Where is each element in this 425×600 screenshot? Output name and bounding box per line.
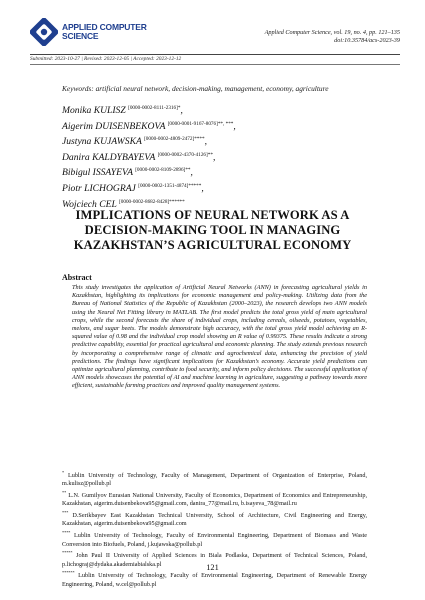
- doi-line[interactable]: doi:10.35784/acs-2023-39: [334, 37, 400, 44]
- footnote-text: L.N. Gumilyov Eurasian National University, Faculty of Economics, Department of Economics and Entrepreneurship, Kazakhstan, aigerim.duisenbekova95@gmail.com, danira_77@mail.ru, b.isayeva_78@mail.ru: [62, 492, 368, 508]
- author-orcid[interactable]: [0000-0002-4809-2472]****: [144, 136, 205, 143]
- paper-title: [30, 208, 395, 253]
- author-name: Danira KALDYBAYEVA: [62, 151, 156, 163]
- author-name: Aigerim DUISENBEKOVA: [62, 120, 166, 132]
- author: Bibigul ISSAYEVA $^{[0000-0002-8109-2896]**}$,: [62, 167, 193, 179]
- footnote: [62, 489, 367, 509]
- title-line-2: DECISION-MAKING TOOL IN MANAGING: [84, 223, 341, 237]
- page-number: 121: [206, 563, 219, 572]
- author-name: Wojciech CEL: [62, 198, 117, 210]
- header-rule: [30, 54, 400, 55]
- author: Aigerim DUISENBEKOVA $^{[0000-0001-9167-8076]**, ***}$,: [62, 120, 236, 132]
- footnote-text: Lublin University of Technology, Faculty of Management, Department of Organization of Enterprise, Poland, m.kulisz@pollub.pl: [62, 472, 368, 488]
- footnote-mark: ******: [62, 570, 75, 576]
- footnote-text: Lublin University of Technology, Faculty of Environmental Engineering, Department of Renewable Energy Engineering, Poland, w.cel@pollub.pl: [62, 572, 368, 588]
- footnote-text: John Paul II University of Applied Sciences in Biala Podlaska, Department of Technical Sciences, Poland, p.lichograj@dydaka.akademiabialska.pl: [62, 552, 367, 568]
- author-orcid[interactable]: [0000-0002-8109-2896]**: [135, 167, 191, 174]
- footnote-mark: **: [62, 490, 67, 496]
- logo-line-1: APPLIED COMPUTER: [62, 22, 147, 32]
- footnote: [62, 569, 367, 589]
- header-rule-thin: [30, 64, 400, 65]
- journal-logo-icon: [30, 18, 58, 46]
- author: Monika KULISZ $^{[0000-0002-8111-2316]*}$,: [62, 105, 183, 116]
- footnote-mark: ****: [62, 530, 71, 536]
- author-list: [62, 102, 392, 211]
- footnote-mark: *****: [62, 550, 73, 556]
- journal-header: [30, 18, 400, 52]
- keywords: Keywords: artificial neural network, decision-making, management, economy, agriculture: [62, 84, 329, 93]
- author-orcid[interactable]: [0000-0002-4370-4126]**: [157, 151, 213, 158]
- title-line-3: KAZAKHSTAN’S AGRICULTURAL ECONOMY: [73, 238, 352, 252]
- author-orcid[interactable]: [0000-0002-8682-8428]******: [119, 198, 185, 205]
- footnote: [62, 529, 367, 549]
- author-name: Bibigul ISSAYEVA: [62, 167, 133, 179]
- footnote-text: Lublin University of Technology, Faculty of Environmental Engineering, Department of Biomass and Waste Conversion into Biofuels, Poland, j.kujawska@pollub.pl: [62, 532, 368, 548]
- journal-volume-line: Applied Computer Science, vol. 19, no. 4, pp. 121–135: [264, 29, 400, 36]
- author-orcid[interactable]: [0000-0002-8111-2316]*: [128, 105, 181, 111]
- author-name: Piotr LICHOGRAJ: [62, 182, 136, 194]
- author: Danira KALDYBAYEVA $^{[0000-0002-4370-4126]**}$,: [62, 151, 216, 163]
- title-line-1: IMPLICATIONS OF NEURAL NETWORK AS A: [75, 208, 350, 222]
- footnote-mark: ***: [62, 510, 69, 516]
- author-orcid[interactable]: [0000-0001-9167-8076]**, ***: [167, 120, 234, 127]
- author-name: Justyna KUJAWSKA: [62, 136, 142, 148]
- author-orcid[interactable]: [0000-0002-1351-4874]*****: [138, 182, 202, 189]
- author: Justyna KUJAWSKA $^{[0000-0002-4809-2472]****}$,: [62, 136, 207, 148]
- abstract-heading: Abstract: [62, 273, 92, 282]
- footnote: [62, 509, 367, 529]
- journal-logo: [30, 18, 147, 46]
- abstract-text: This study investigates the application of Artificial Neural Networks (ANN) in forecasting agricultural yields in Kazakhstan, highlighting its implications for economic management and policy-making. Utilizing data from the Bureau of National Statistics of the Republic of Kazakhstan (2000–2023), the research develops two ANN models using the Neural Net Fitting library in MATLAB. The first model predicts the total gross yield of main agricultural crops, while the second forecasts the share of individual crops, including cereals, oilseeds, potatoes, vegetables, melons, and sugar beets. The models demonstrate high accuracy, with the total gross yield model achieving an R-squared value of 0.98 and the individual crop model showing an R value of 0.99375. These results indicate a strong predictive capability, essential for practical agricultural and economic planning. The study extends previous research by incorporating a comprehensive range of climatic and agrochemical data, enhancing the precision of yield predictions. The findings have significant implications for Kazakhstan’s economy. Accurate yield predictions can optimize agricultural planning, contribute to food security, and inform policy decisions. The successful application of ANN models showcases the potential of AI and machine learning in agriculture, suggesting a pathway towards more efficient, sustainable farming practices and improved quality management systems.: [72, 284, 367, 390]
- submission-dates: Submitted: 2023-10-27 | Revised: 2023-12-05 | Accepted: 2023-12-12: [30, 56, 182, 62]
- footnote: [62, 469, 367, 489]
- footnote-mark: *: [62, 470, 65, 475]
- author: Piotr LICHOGRAJ $^{[0000-0002-1351-4874]*****}$,: [62, 182, 204, 194]
- author-name: Monika KULISZ: [62, 105, 126, 116]
- journal-citation: [265, 29, 400, 45]
- footnote-text: D.Serikbayev East Kazakhstan Technical University, School of Architecture, Civil Engineering and Energy, Kazakhstan, aigerim.duisenbekova95@gmail.com: [62, 512, 367, 528]
- logo-line-2: SCIENCE: [62, 31, 99, 41]
